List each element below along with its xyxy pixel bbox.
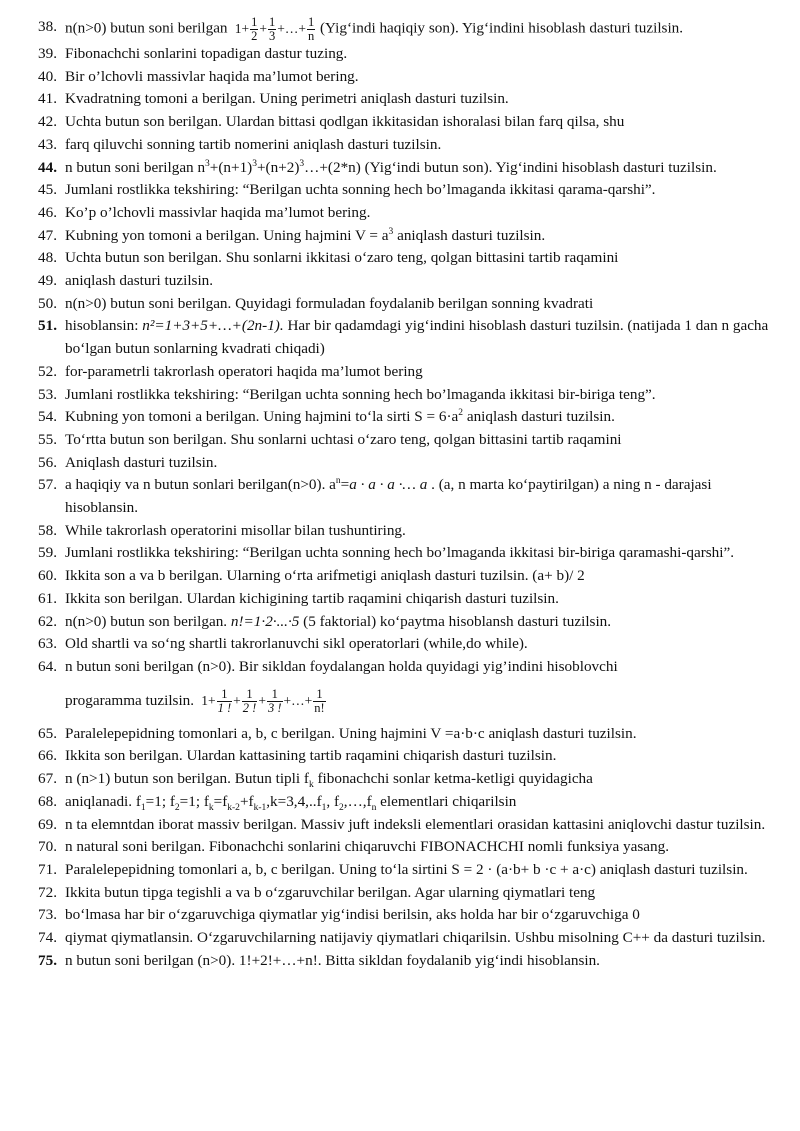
question-text: Fibonachchi sonlarini topadigan dastur tuzing. <box>65 45 348 62</box>
question-text: Uchta butun son berilgan. Shu sonlarni ikkitasi o‘zaro teng, qolgan bittasini tartib raqamini <box>65 249 619 267</box>
question-text: Ikkita son berilgan. Ulardan kattasining tartib raqamini chiqarish dasturi tuzilsin. <box>65 747 557 765</box>
question-text: n butun soni berilgan (n>0). Bir sikldan foydalangan holda quyidagi yig’indini hisoblovchi <box>65 657 618 675</box>
question-44: 44. n butun soni berilgan $n^3+(n+1)^3+(n+2)^3\dots+(2*n)$ (Yig‘indi butun son). Yig‘indini hisoblash dasturi tuzilsin. <box>38 157 786 180</box>
sum-formula: 1+ $\frac{1}{1 !}$ + $\frac{1}{2 !}$ + $\frac{1}{3 !}$ +…+ $\frac{1}{n!}$ <box>197 687 325 716</box>
question-number: 50. <box>38 294 57 312</box>
question-text: Jumlani rostlikka tekshiring: “Berilgan uchta sonning hech bo’lmaganda ikkitasi qarama-qarshi”. <box>65 181 656 199</box>
question-number: 45. <box>38 181 57 199</box>
question-number: 58. <box>38 521 57 539</box>
question-54: 54. Kubning yon tomoni a berilgan. Uning hajmini to‘la sirti $S = 6\cdot a^2$ aniqlash dasturi tuzilsin. <box>38 406 786 429</box>
question-66 <box>38 745 786 768</box>
factorial-formula: n!=1·2·...·5 <box>230 612 300 630</box>
question-53 <box>38 384 786 407</box>
question-46 <box>38 202 786 225</box>
question-text: n(n>0) butun son berilgan. <box>65 612 228 630</box>
question-number: 68. <box>38 792 57 810</box>
question-number: 63. <box>38 635 57 653</box>
question-number: 73. <box>38 906 57 924</box>
question-72 <box>38 882 786 905</box>
question-55 <box>38 429 786 452</box>
question-text: Jumlani rostlikka tekshiring: “Berilgan uchta sonning hech bo’lmaganda ikkitasi bir-biriga qaramashi-qarshi”. <box>65 544 735 562</box>
question-text: Ko’p o’lchovli massivlar haqida ma’lumot bering. <box>65 203 371 221</box>
question-42 <box>38 111 786 134</box>
question-65 <box>38 723 786 746</box>
question-47: 47. Kubning yon tomoni a berilgan. Uning hajmini $V = a^3$ aniqlash dasturi tuzilsin. <box>38 225 786 248</box>
question-text: Kubning yon tomoni a berilgan. Uning hajmini V = a <box>65 226 389 244</box>
question-51: 51. hisoblansin: n²=1+3+5+…+(2n-1). Har bir qadamdagi yig‘indini hisoblash dasturi tuzilsin. (natijada 1 dan n gacha bo‘lgan butun sonlarning kvadrati chiqadi) <box>38 317 769 358</box>
question-number: 57. <box>38 476 57 494</box>
question-text: n(n>0) butun soni berilgan. Quyidagi formuladan foydalanib berilgan sonning kvadrati <box>65 294 594 312</box>
question-text: farq qiluvchi sonning tartib nomerini aniqlash dasturi tuzilsin. <box>65 135 442 153</box>
question-number: 70. <box>38 838 57 856</box>
question-number: 44. <box>38 158 57 176</box>
fibonacci-formula: $f_1=1$; $f_2=1$; $f_k=f_{k-2}+f_{k-1},k=3,4,..f_1$, $f_2,\dots,f_n$ <box>135 792 377 813</box>
question-text: Aniqlash dasturi tuzilsin. <box>65 453 218 471</box>
question-text: bo‘lmasa har bir o‘zgaruvchiga qiymatlar yig‘indisi berilsin, aks holda har bir o‘zgaruvchiga 0 <box>65 906 640 924</box>
sum-formula: n²=1+3+5+…+(2n-1). <box>142 317 284 335</box>
sum-formula: $n^3+(n+1)^3+(n+2)^3\dots+(2*n)$ <box>197 158 361 176</box>
question-text: Paralelepepidning tomonlari a, b, c berilgan. Uning hajmini V =a·b·c aniqlash dasturi tuzilsin. <box>65 724 637 742</box>
question-number: 47. <box>38 226 57 244</box>
question-68: 68. aniqlanadi. $f_1=1$; $f_2=1$; $f_k=f_{k-2}+f_{k-1},k=3,4,..f_1$, $f_2,\dots,f_n$ elementlari chiqarilsin <box>38 792 517 813</box>
question-50 <box>38 293 786 316</box>
question-text: To‘rtta butun son berilgan. Shu sonlarni uchtasi o‘zaro teng, qolgan bittasini tartib raqamini <box>65 430 622 448</box>
question-45 <box>38 179 786 202</box>
question-number: 69. <box>38 815 57 833</box>
question-text: aniqlash dasturi tuzilsin. <box>65 272 214 290</box>
question-number: 40. <box>38 67 57 85</box>
question-text: n(n>0) butun soni berilgan <box>65 19 228 37</box>
question-number: 48. <box>38 249 57 267</box>
question-text: Ikkita son a va b berilgan. Ularning o‘rta arifmetigi aniqlash dasturi tuzilsin. (a+ b)/ 2 <box>65 567 585 585</box>
question-number: 62. <box>38 612 57 630</box>
question-text: n ta elemntdan iborat massiv berilgan. Massiv juft indeksli elementlari orasidan kattasini aniqlovchi dastur tuzilsin. <box>65 815 766 833</box>
question-text: a haqiqiy va n butun sonlari berilgan(n>0). <box>65 476 326 494</box>
question-number: 66. <box>38 747 57 765</box>
question-56 <box>38 452 786 475</box>
question-number: 51. <box>38 317 57 335</box>
question-number: 75. <box>38 951 57 969</box>
question-59 <box>38 542 786 565</box>
question-number: 61. <box>38 589 57 607</box>
question-text: Bir o’lchovli massivlar haqida ma’lumot bering. <box>65 67 359 85</box>
question-number: 72. <box>38 883 57 901</box>
question-38: 38. n(n>0) butun soni berilgan 1+ $\frac{1}{2}$ + $\frac{1}{3}$ +…+ $\frac{1}{n}$ (Yig‘indi haqiqiy son). Yig‘indini hisoblash dasturi tuzilsin. <box>38 15 684 43</box>
question-49 <box>38 270 786 293</box>
question-text: Ikkita son berilgan. Ulardan kichigining tartib raqamini chiqarish dasturi tuzilsin. <box>65 589 559 607</box>
question-number: 54. <box>38 408 57 426</box>
question-57: 57. a haqiqiy va n butun sonlari berilgan(n>0). $a^n=a \cdot a \cdot a$ ·… a . (a, n marta ko‘paytirilgan) a ning n - darajasi hisoblansin. <box>38 476 712 517</box>
question-64: 64. n butun soni berilgan (n>0). Bir sikldan foydalangan holda quyidagi yig’indini hisoblovchi progaramma tuzilsin. 1+ $\frac{1}{1 !}$ + $\frac{1}{2 !}$ + $\frac{1}{3 !}$ +…+ $\frac{1}{n!}$ <box>38 657 618 716</box>
question-number: 56. <box>38 453 57 471</box>
question-text: aniqlanadi. <box>65 792 133 810</box>
question-number: 43. <box>38 135 57 153</box>
question-71 <box>38 859 786 882</box>
question-number: 42. <box>38 113 57 131</box>
question-67: 67. n (n>1) butun son berilgan. Butun tipli $f_k$ fibonachchi sonlar ketma-ketligi quyidagicha <box>38 770 593 791</box>
question-text: While takrorlash operatorini misollar bilan tushuntiring. <box>65 521 406 539</box>
question-text: Uchta butun son berilgan. Ulardan bittasi qodlgan ikkitasidan ishoralasi bilan farq qilsa, shu <box>65 113 625 131</box>
question-number: 67. <box>38 770 57 788</box>
power-formula: $a^n=a \cdot a \cdot a$ ·… a . <box>329 476 435 494</box>
question-text: Ikkita butun tipga tegishli a va b o‘zgaruvchilar berilgan. Agar ularning qiymatlari teng <box>65 883 596 901</box>
question-text: n natural soni berilgan. Fibonachchi sonlarini chiqaruvchi FIBONACHCHI nomli funksiya yasang. <box>65 838 670 856</box>
question-number: 41. <box>38 90 57 108</box>
question-text: Kubning yon tomoni a berilgan. Uning hajmini to‘la sirti S = 6·a <box>65 408 459 426</box>
question-43 <box>38 134 786 157</box>
question-number: 52. <box>38 362 57 380</box>
question-number: 39. <box>38 45 57 62</box>
question-39 <box>38 43 786 66</box>
question-58 <box>38 520 786 543</box>
question-40 <box>38 66 786 89</box>
question-number: 53. <box>38 385 57 403</box>
question-number: 64. <box>38 657 57 675</box>
question-number: 59. <box>38 544 57 562</box>
question-61 <box>38 588 786 611</box>
question-number: 65. <box>38 724 57 742</box>
question-number: 49. <box>38 272 57 290</box>
question-number: 46. <box>38 203 57 221</box>
question-text: Jumlani rostlikka tekshiring: “Berilgan uchta sonning hech bo’lmaganda ikkitasi bir-biriga teng”. <box>65 385 656 403</box>
question-text: n (n>1) butun son berilgan. Butun tipli f <box>65 770 309 788</box>
question-text: Old shartli va so‘ng shartli takrorlanuvchi sikl operatorlari (while,do while). <box>65 635 528 653</box>
question-text: Paralelepepidning tomonlari a, b, c berilgan. Uning to‘la sirtini S = 2 · (a·b+ b ·c + a·c) aniqlash dasturi tuzilsin. <box>65 860 748 878</box>
question-62: 62. n(n>0) butun son berilgan. n!=1·2·...·5 (5 faktorial) ko‘paytma hisoblansh dasturi tuzilsin. <box>38 611 786 634</box>
question-41 <box>38 88 786 111</box>
question-text: Kvadratning tomoni a berilgan. Uning perimetri aniqlash dasturi tuzilsin. <box>65 90 509 108</box>
question-48 <box>38 247 786 270</box>
question-number: 55. <box>38 430 57 448</box>
question-70 <box>38 836 786 859</box>
question-number: 60. <box>38 567 57 585</box>
question-73 <box>38 904 786 927</box>
question-75 <box>38 950 786 973</box>
question-52 <box>38 361 786 384</box>
question-60 <box>38 565 786 588</box>
question-text: qiymat qiymatlansin. O‘zgaruvchilarning natijaviy qiymatlari chiqarilsin. Ushbu misolning C++ da dasturi tuzilsin. <box>65 929 766 947</box>
question-63 <box>38 633 786 656</box>
question-text: hisoblansin: <box>65 317 139 335</box>
question-text: for-parametrli takrorlash operatori haqida ma’lumot bering <box>65 362 423 380</box>
question-69 <box>38 814 786 837</box>
question-number: 38. <box>38 18 57 35</box>
question-number: 71. <box>38 860 57 878</box>
question-text: n butun soni berilgan <box>65 158 194 176</box>
question-text: n butun soni berilgan (n>0). 1!+2!+…+n!. Bitta sikldan foydalanib yig‘indi hisoblansin. <box>65 951 600 969</box>
question-number: 74. <box>38 929 57 947</box>
sum-formula: 1+ $\frac{1}{2}$ + $\frac{1}{3}$ +…+ $\frac{1}{n}$ <box>231 15 315 43</box>
question-74 <box>38 927 786 950</box>
